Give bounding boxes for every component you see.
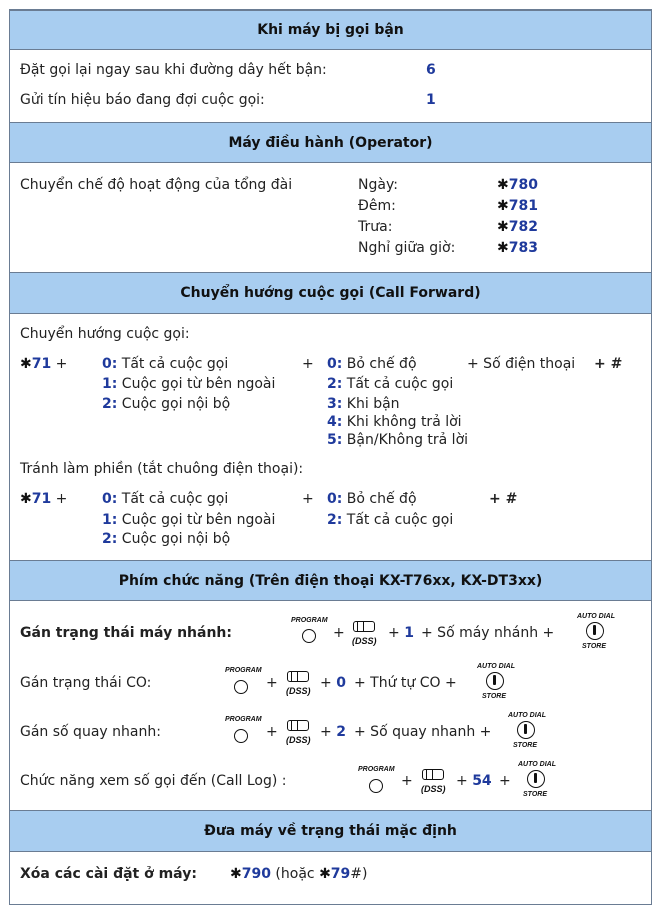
assign-extension-label: Gán trạng thái máy nhánh: [20,625,232,641]
assign-co-tail: + Thứ tự CO + [354,675,457,691]
mode-night-label: Đêm: [358,198,396,214]
mode-break-label: Nghỉ giữa giờ: [358,240,456,256]
star-icon: ✱ [319,866,331,882]
forward-hash: + # [594,356,623,372]
dnd-mode-2: 2: Tất cả cuộc gọi [327,512,454,528]
autodial-label: AUTO DIAL [508,712,546,719]
program-key-icon [234,680,248,694]
mode-night-code: ✱781 [497,198,538,214]
dnd-code: ✱71 + [20,491,68,507]
mode-noon-label: Trưa: [358,219,393,235]
forward-phone-number: + Số điện thoại [467,356,576,372]
star-icon: ✱ [497,219,509,235]
call-waiting-code: 1 [426,92,436,108]
star-icon: ✱ [497,198,509,214]
dnd-label: Tránh làm phiền (tắt chuông điện thoại): [20,461,304,477]
callback-label: Đặt gọi lại ngay sau khi đường dây hết bận: [20,62,327,78]
assign-co-code: + 0 [320,675,346,691]
plus-sign: + [266,675,278,691]
forward-label: Chuyển hướng cuộc gọi: [20,326,190,342]
section-header-busy: Khi máy bị gọi bận [10,10,651,50]
star-icon: ✱ [230,866,242,882]
forward-code: ✱71 + [20,356,68,372]
dss-label: (DSS) [421,784,446,794]
star-icon: ✱ [20,356,32,372]
section-header-call-forward: Chuyển hướng cuộc gọi (Call Forward) [10,272,651,314]
autodial-store-key-icon [586,622,604,640]
plus-sign: + [302,356,314,372]
section-header-operator: Máy điều hành (Operator) [10,122,651,163]
assign-co-label: Gán trạng thái CO: [20,675,152,691]
program-key-icon [369,779,383,793]
program-label: PROGRAM [358,766,395,773]
plus-sign: + [266,724,278,740]
dss-label: (DSS) [286,735,311,745]
reset-label: Xóa các cài đặt ở máy: [20,866,197,882]
mode-noon-code: ✱782 [497,219,538,235]
star-icon: ✱ [20,491,32,507]
autodial-label: AUTO DIAL [477,663,515,670]
call-log-code: + 54 [456,773,492,789]
assign-speed-dial-label: Gán số quay nhanh: [20,724,161,740]
autodial-label: AUTO DIAL [518,761,556,768]
autodial-store-key-icon [486,672,504,690]
dss-key-icon [287,671,309,682]
program-label: PROGRAM [225,716,262,723]
section-header-reset: Đưa máy về trạng thái mặc định [10,810,651,852]
star-icon: ✱ [497,240,509,256]
dss-key-icon [287,720,309,731]
callback-code: 6 [426,62,436,78]
call-waiting-label: Gửi tín hiệu báo đang đợi cuộc gọi: [20,92,265,108]
autodial-store-key-icon [517,721,535,739]
store-label: STORE [482,693,506,700]
dss-label: (DSS) [352,636,377,646]
section-header-function-keys: Phím chức năng (Trên điện thoại KX-T76xx, KX-DT3xx) [10,560,651,601]
program-label: PROGRAM [291,617,328,624]
forward-mode-2: 2: Tất cả cuộc gọi [327,376,454,392]
mode-day-label: Ngày: [358,177,398,193]
reset-code: ✱790 (hoặc ✱79#) [230,866,368,882]
dss-label: (DSS) [286,686,311,696]
assign-extension-code: + 1 [388,625,414,641]
call-log-label: Chức năng xem số gọi đến (Call Log) : [20,773,287,789]
store-label: STORE [513,742,537,749]
plus-sign: + [333,625,345,641]
dnd-hash: + # [489,491,518,507]
dnd-type-0: 0: Tất cả cuộc gọi [102,491,229,507]
plus-sign: + [302,491,314,507]
program-label: PROGRAM [225,667,262,674]
forward-type-1: 1: Cuộc gọi từ bên ngoài [102,376,276,392]
autodial-store-key-icon [527,770,545,788]
forward-mode-4: 4: Khi không trả lời [327,414,462,430]
mode-break-code: ✱783 [497,240,538,256]
dnd-type-1: 1: Cuộc gọi từ bên ngoài [102,512,276,528]
forward-type-0: 0: Tất cả cuộc gọi [102,356,229,372]
assign-extension-tail: + Số máy nhánh + [421,625,555,641]
autodial-label: AUTO DIAL [577,613,615,620]
call-log-tail: + [499,773,511,789]
star-icon: ✱ [497,177,509,193]
store-label: STORE [523,791,547,798]
forward-mode-0: 0: Bỏ chế độ [327,356,417,372]
program-key-icon [302,629,316,643]
forward-type-2: 2: Cuộc gọi nội bộ [102,396,231,412]
assign-speed-dial-code: + 2 [320,724,346,740]
mode-switch-label: Chuyển chế độ hoạt động của tổng đài [20,177,293,193]
dnd-mode-0: 0: Bỏ chế độ [327,491,417,507]
assign-speed-dial-tail: + Số quay nhanh + [354,724,492,740]
plus-sign: + [401,773,413,789]
store-label: STORE [582,643,606,650]
program-key-icon [234,729,248,743]
dss-key-icon [353,621,375,632]
mode-day-code: ✱780 [497,177,538,193]
forward-mode-3: 3: Khi bận [327,396,400,412]
dss-key-icon [422,769,444,780]
dnd-type-2: 2: Cuộc gọi nội bộ [102,531,231,547]
forward-mode-5: 5: Bận/Không trả lời [327,432,469,448]
